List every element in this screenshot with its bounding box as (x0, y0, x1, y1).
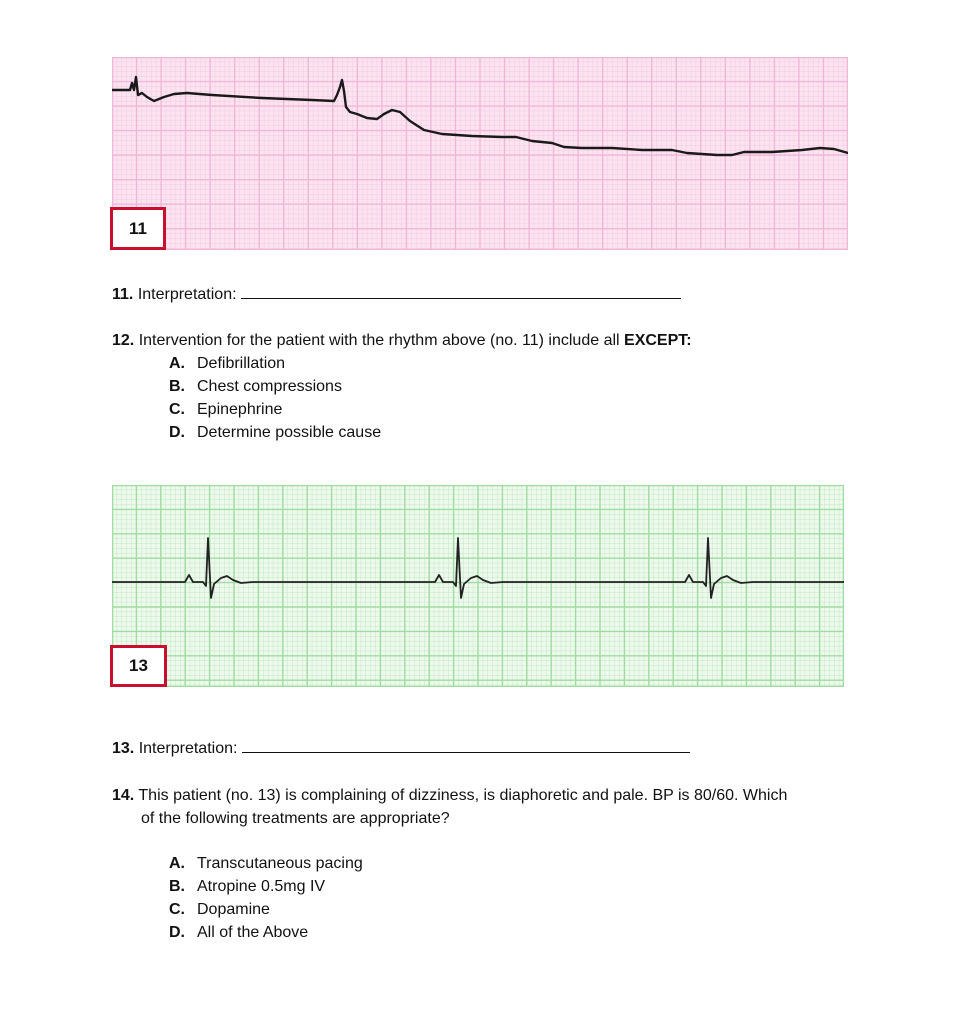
option-text: Transcutaneous pacing (197, 855, 363, 872)
ecg-strip-13-graph (112, 485, 844, 687)
ecg-strip-11-graph (112, 57, 848, 250)
ecg-strip-11 (112, 57, 848, 250)
question-12-option-c[interactable] (169, 399, 282, 421)
option-text: Determine possible cause (197, 424, 382, 441)
option-text: Atropine 0.5mg IV (197, 878, 326, 895)
question-12-text: Intervention for the patient with the rhythm above (no. 11) include all (138, 332, 625, 349)
question-14-line2: of the following treatments are appropriate? (141, 810, 450, 827)
question-12-emphasis: EXCEPT: (624, 332, 692, 349)
option-text: Epinephrine (197, 401, 283, 418)
question-11-answer-blank[interactable] (241, 284, 681, 299)
option-letter: B. (169, 878, 185, 895)
option-text: Chest compressions (197, 378, 342, 395)
question-14-option-b[interactable] (169, 876, 325, 898)
question-11-number: 11. (112, 286, 134, 303)
strip-11-label: 11 (110, 207, 166, 250)
question-14-continued (141, 808, 450, 830)
question-11 (112, 284, 681, 306)
question-14-option-c[interactable] (169, 899, 270, 921)
strip-13-label: 13 (110, 645, 167, 687)
option-letter: C. (169, 401, 185, 418)
option-text: Defibrillation (197, 355, 286, 372)
question-13-answer-blank[interactable] (242, 738, 690, 753)
question-11-text: Interpretation: (137, 286, 237, 303)
question-14-number: 14. (112, 787, 135, 804)
option-letter: D. (169, 424, 185, 441)
question-12-option-b[interactable] (169, 376, 342, 398)
question-12-option-a[interactable] (169, 353, 285, 375)
question-14 (112, 785, 787, 807)
question-14-option-d[interactable] (169, 922, 308, 944)
question-12 (112, 330, 692, 352)
question-12-number: 12. (112, 332, 135, 349)
option-letter: A. (169, 855, 185, 872)
question-14-option-a[interactable] (169, 853, 363, 875)
ecg-strip-13 (112, 485, 844, 687)
option-text: All of the Above (197, 924, 309, 941)
question-14-line1: This patient (no. 13) is complaining of dizziness, is diaphoretic and pale. BP is 80/60. Which (138, 787, 788, 804)
option-letter: D. (169, 924, 185, 941)
option-letter: B. (169, 378, 185, 395)
question-13-number: 13. (112, 740, 135, 757)
option-text: Dopamine (197, 901, 270, 918)
question-13 (112, 738, 690, 760)
option-letter: C. (169, 901, 185, 918)
question-13-text: Interpretation: (138, 740, 238, 757)
question-12-option-d[interactable] (169, 422, 381, 444)
option-letter: A. (169, 355, 185, 372)
